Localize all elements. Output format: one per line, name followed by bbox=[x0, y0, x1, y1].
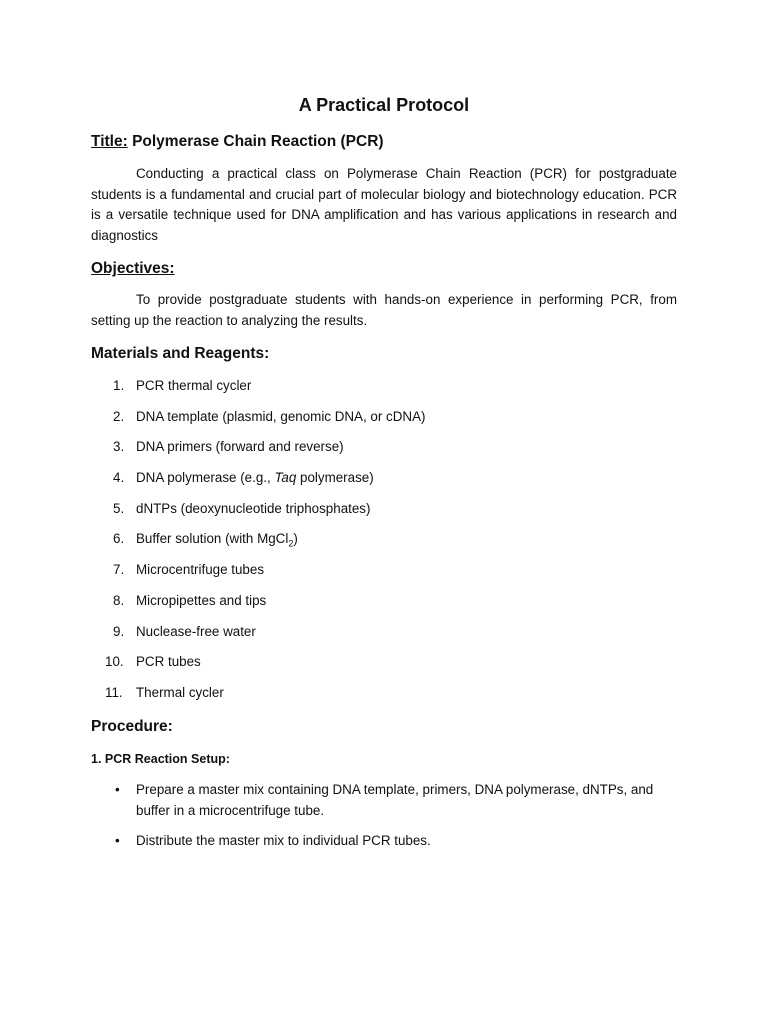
procedure-heading: Procedure: bbox=[91, 718, 173, 735]
list-text: PCR tubes bbox=[136, 654, 201, 670]
list-number: 9. bbox=[113, 623, 125, 639]
step1-bullet-list bbox=[91, 780, 677, 862]
document-heading: A Practical Protocol bbox=[298, 95, 470, 115]
list-text: DNA primers (forward and reverse) bbox=[136, 439, 344, 455]
list-text: Micropipettes and tips bbox=[136, 592, 267, 608]
list-text: DNA polymerase (e.g., Taq polymerase) bbox=[136, 470, 374, 486]
title-line bbox=[91, 132, 384, 152]
list-item bbox=[91, 683, 677, 714]
bullet-text: Distribute the master mix to individual PCR tubes. bbox=[136, 833, 431, 848]
list-item bbox=[91, 591, 677, 622]
list-number: 6. bbox=[113, 531, 125, 547]
intro-paragraph: Conducting a practical class on Polymerase Chain Reaction (PCR) for postgraduate students is a fundamental and crucial part of molecular biology and biotechnology education. PCR is a versatile technique used for DNA amplification and has various applications in research and diagnostics bbox=[91, 166, 677, 243]
list-text: Microcentrifuge tubes bbox=[136, 562, 265, 578]
list-number: 10. bbox=[105, 654, 124, 670]
list-item bbox=[91, 376, 677, 407]
list-item bbox=[91, 529, 677, 560]
list-number: 1. bbox=[113, 378, 125, 393]
list-text: Thermal cycler bbox=[136, 684, 224, 700]
list-item bbox=[91, 652, 677, 683]
list-text: PCR thermal cycler bbox=[136, 378, 252, 393]
list-number: 11. bbox=[105, 684, 123, 700]
list-item bbox=[91, 831, 677, 852]
list-item bbox=[91, 468, 677, 499]
title-label: Title: bbox=[91, 133, 128, 150]
list-text: DNA template (plasmid, genomic DNA, or cDNA) bbox=[136, 408, 426, 424]
bullet-text: Prepare a master mix containing DNA template, primers, DNA polymerase, dNTPs, and buffer in a microcentrifuge tube. bbox=[136, 782, 654, 818]
list-number: 2. bbox=[113, 408, 125, 424]
list-number: 7. bbox=[113, 562, 125, 578]
materials-heading: Materials and Reagents: bbox=[91, 345, 270, 362]
objectives-heading: Objectives: bbox=[91, 260, 175, 277]
list-item bbox=[91, 437, 677, 468]
list-item bbox=[91, 780, 677, 821]
list-text: dNTPs (deoxynucleotide triphosphates) bbox=[136, 500, 371, 516]
list-item bbox=[91, 499, 677, 530]
list-item bbox=[91, 560, 677, 591]
bullet-icon: • bbox=[115, 782, 120, 797]
objectives-paragraph: To provide postgraduate students with hands-on experience in performing PCR, from setting up the reaction to analyzing the results. bbox=[91, 292, 677, 328]
list-item bbox=[91, 407, 677, 438]
step1-heading: 1. PCR Reaction Setup: bbox=[91, 752, 230, 766]
title-text: Polymerase Chain Reaction (PCR) bbox=[132, 133, 384, 150]
bullet-icon: • bbox=[115, 833, 120, 848]
list-number: 4. bbox=[113, 470, 125, 486]
subscript-2: 2 bbox=[288, 539, 294, 550]
list-number: 5. bbox=[113, 500, 125, 516]
list-item bbox=[91, 622, 677, 653]
list-number: 3. bbox=[113, 439, 125, 455]
materials-list bbox=[91, 376, 677, 714]
list-text: Nuclease-free water bbox=[136, 623, 256, 639]
list-text: Buffer solution (with MgCl$_2$) bbox=[136, 531, 298, 550]
italic-taq: Taq bbox=[274, 470, 297, 486]
list-number: 8. bbox=[113, 592, 125, 608]
